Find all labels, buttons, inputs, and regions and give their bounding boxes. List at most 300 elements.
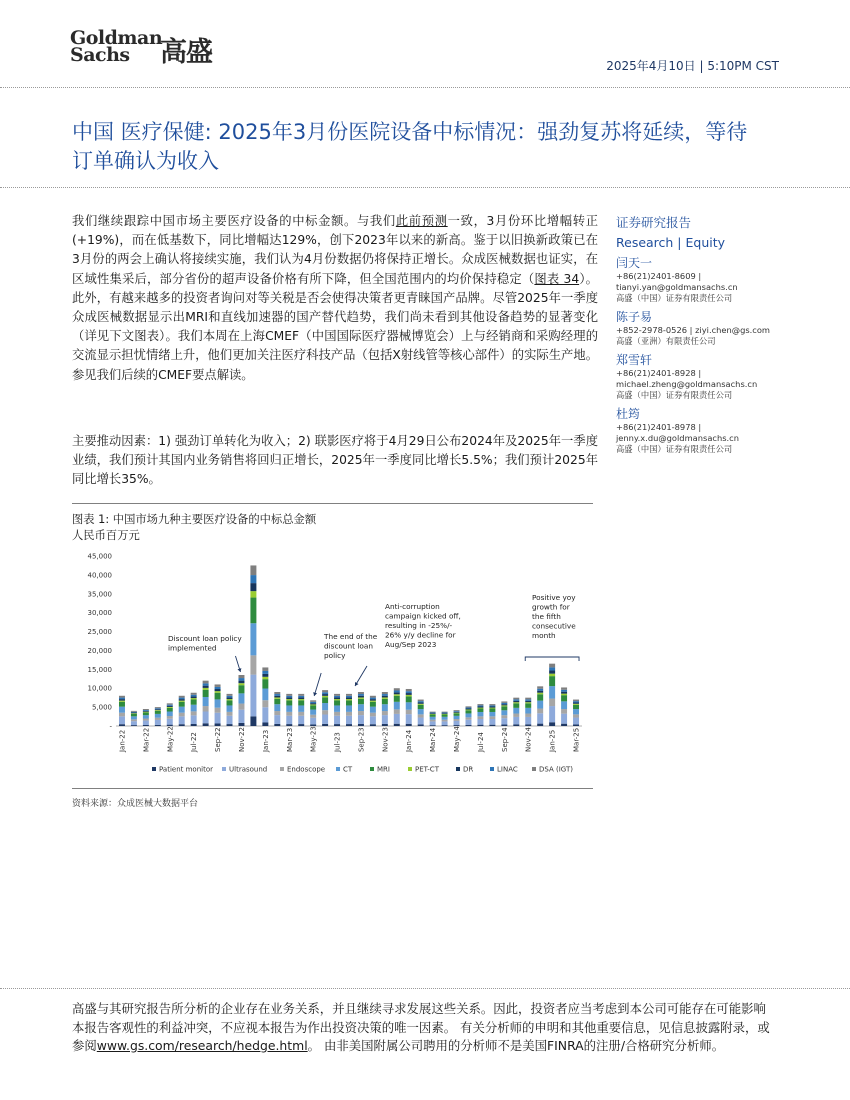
bar-segment <box>394 709 400 714</box>
bar-segment <box>322 694 328 696</box>
bar-segment <box>215 708 221 713</box>
bar-segment <box>418 701 424 702</box>
bar-segment <box>394 688 400 690</box>
y-tick-label: 10,000 <box>87 684 112 693</box>
annotation-text: Positive yoy <box>532 593 576 602</box>
bar-segment <box>418 724 424 726</box>
bar-segment <box>573 709 579 714</box>
bar-segment <box>119 696 125 698</box>
bar-segment <box>430 713 436 714</box>
bar-segment <box>286 724 292 726</box>
bar-segment <box>525 724 531 726</box>
bar-segment <box>167 716 173 719</box>
bar-segment <box>513 698 519 700</box>
body-paragraph-1 <box>72 212 598 385</box>
bar-segment <box>358 704 364 711</box>
bar-segment <box>513 724 519 726</box>
bar-segment <box>513 708 519 714</box>
y-tick-label: 45,000 <box>87 552 112 561</box>
figure-title: 图表 1: 中国市场九种主要医疗设备的中标总金额 <box>72 513 317 526</box>
bar-segment <box>346 724 352 726</box>
bar-segment <box>250 716 256 726</box>
bar-segment <box>334 694 340 696</box>
bar-segment <box>203 697 209 706</box>
y-tick-label: 25,000 <box>87 628 112 637</box>
bar-segment <box>537 686 543 688</box>
bar-segment <box>573 705 579 709</box>
bar-segment <box>131 713 137 714</box>
bar-segment <box>262 722 268 726</box>
bar-segment <box>119 699 125 701</box>
logo-line2: Sachs <box>70 44 130 66</box>
bar-segment <box>537 724 543 726</box>
previous-forecast-link[interactable]: 此前预测 <box>395 214 448 228</box>
bar-segment <box>382 715 388 724</box>
bar-segment <box>477 725 483 726</box>
bar-segment <box>215 724 221 726</box>
bar-segment <box>310 710 316 715</box>
bar-segment <box>442 714 448 715</box>
annotation-bracket <box>525 657 579 661</box>
bar-segment <box>334 716 340 724</box>
bar-segment <box>250 565 256 575</box>
bar-segment <box>501 710 507 715</box>
x-tick-label: Sep-24 <box>500 727 509 752</box>
bar-segment <box>418 705 424 709</box>
bar-segment <box>394 690 400 692</box>
bar-segment <box>274 694 280 696</box>
bar-segment <box>430 713 436 714</box>
bar-segment <box>549 674 555 676</box>
bar-segment <box>549 671 555 674</box>
bar-segment <box>406 693 412 695</box>
bar-segment <box>358 694 364 696</box>
bar-segment <box>179 698 185 700</box>
bar-segment <box>191 695 197 697</box>
bar-segment <box>167 705 173 706</box>
x-axis <box>118 726 580 753</box>
bar-segment <box>119 698 125 700</box>
report-date: 2025年4月10日 | 5:10PM CST <box>606 59 779 73</box>
bar-segment <box>143 711 149 712</box>
bar-segment <box>442 713 448 714</box>
bar-segment <box>238 704 244 710</box>
bar-segment <box>394 694 400 696</box>
bar-segment <box>477 708 483 709</box>
bar-segment <box>466 717 472 719</box>
bar-segment <box>298 700 304 705</box>
bar-segment <box>561 695 567 701</box>
x-tick-label: Mar-25 <box>572 727 581 752</box>
analyst-firm: 高盛（中国）证券有限责任公司 <box>616 390 733 400</box>
bar-segment <box>286 699 292 700</box>
legend-swatch <box>336 767 340 771</box>
figure-source: 资料来源：众成医械大数据平台 <box>72 799 199 809</box>
bar-segment <box>466 720 472 725</box>
bar-segment <box>250 598 256 624</box>
legend-swatch <box>280 767 284 771</box>
bar-segment <box>167 725 173 726</box>
bar-segment <box>537 693 543 695</box>
bar-segment <box>119 716 125 724</box>
bar-segment <box>203 683 209 685</box>
bar-segment <box>549 676 555 686</box>
bar-segment <box>262 689 268 701</box>
bar-segment <box>155 708 161 709</box>
bar-segment <box>394 702 400 710</box>
bar-segment <box>454 710 460 711</box>
bar-segment <box>370 707 376 713</box>
x-tick-label: Jan-25 <box>548 729 557 752</box>
bar-segment <box>442 725 448 726</box>
bar-segment <box>155 725 161 726</box>
bar-segment <box>382 704 388 711</box>
bar-segment <box>382 711 388 715</box>
bar-segment <box>525 699 531 700</box>
annotation-text: Discount loan policy <box>168 634 242 643</box>
logo-chinese: 高盛 <box>160 37 212 68</box>
figure-unit: 人民币百万元 <box>72 529 140 542</box>
gs-hedge-link[interactable]: www.gs.com/research/hedge.html <box>96 1038 308 1053</box>
bar-segment <box>454 713 460 716</box>
bar-segment <box>215 699 221 707</box>
bar-segment <box>358 711 364 715</box>
bar-segment <box>322 703 328 710</box>
x-tick-label: May-22 <box>166 726 175 752</box>
bar-segment <box>430 717 436 720</box>
bar-segment <box>346 699 352 700</box>
bar-segment <box>298 697 304 699</box>
bar-segment <box>418 709 424 714</box>
analyst-phone: +86(21)2401-8609 | <box>616 271 702 281</box>
bar-segment <box>143 715 149 718</box>
bar-segment <box>179 707 185 713</box>
legend-label: Patient monitor <box>159 765 213 774</box>
sidebar <box>616 213 796 455</box>
bar-segment <box>334 699 340 700</box>
bar-segment <box>358 715 364 724</box>
bar-segment <box>454 719 460 721</box>
bar-segment <box>454 725 460 726</box>
bar-segment <box>334 700 340 705</box>
bar-segment <box>119 707 125 713</box>
bar-segment <box>442 717 448 720</box>
bar-segment <box>203 686 209 688</box>
bar-segment <box>238 723 244 726</box>
bar-segment <box>191 724 197 726</box>
bar-segment <box>358 699 364 704</box>
bar-segment <box>537 689 543 691</box>
bar-segment <box>298 705 304 711</box>
bar-segment <box>334 712 340 716</box>
bar-segment <box>477 719 483 725</box>
legend-label: MRI <box>377 765 390 774</box>
y-tick-label: 30,000 <box>87 609 112 618</box>
y-tick-label: - <box>109 722 112 731</box>
bar-segment <box>549 664 555 668</box>
analyst-email[interactable]: michael.zheng@goldmansachs.cn <box>616 379 758 389</box>
analyst-name: 陈子易 <box>616 310 653 324</box>
bar-segment <box>322 690 328 692</box>
bar-segment <box>454 711 460 712</box>
bar-segment <box>454 716 460 719</box>
bar-segment <box>191 699 197 704</box>
bar-segment <box>382 699 388 704</box>
bar-segment <box>525 701 531 702</box>
bar-segment <box>501 701 507 702</box>
bar-segment <box>250 675 256 717</box>
bar-segment <box>227 724 233 726</box>
bar-segment <box>310 705 316 709</box>
analyst-block <box>616 405 796 455</box>
chart-annotations <box>168 593 579 696</box>
y-tick-label: 15,000 <box>87 665 112 674</box>
bar-segment <box>430 715 436 717</box>
y-tick-label: 35,000 <box>87 590 112 599</box>
bar-segment <box>454 712 460 713</box>
bar-segment <box>119 701 125 702</box>
bar-segment <box>442 721 448 725</box>
legend-label: Ultrasound <box>229 765 268 774</box>
bar-segment <box>286 716 292 724</box>
bar-segment <box>477 716 483 719</box>
bar-segment <box>561 694 567 696</box>
legend-label: Endoscope <box>287 765 326 774</box>
analyst-phone: +86(21)2401-8978 | <box>616 422 702 432</box>
bar-segment <box>430 725 436 726</box>
x-tick-label: Nov-24 <box>524 727 533 752</box>
bar-segment <box>573 704 579 705</box>
figure-top-rule <box>72 503 593 504</box>
x-tick-label: Mar-24 <box>429 727 438 752</box>
bar-segment <box>525 708 531 714</box>
bar-segment <box>227 705 233 711</box>
annotation-arrow <box>355 666 367 686</box>
bar-segment <box>143 719 149 721</box>
bar-segment <box>549 667 555 670</box>
bar-segment <box>310 718 316 725</box>
bar-segment <box>238 678 244 681</box>
bar-segment <box>179 696 185 698</box>
bar-segment <box>203 723 209 726</box>
legend-swatch <box>370 767 374 771</box>
bar-segment <box>250 575 256 583</box>
bar-segment <box>298 724 304 726</box>
bar-segment <box>155 720 161 725</box>
bar-segment <box>167 708 173 712</box>
bar-segment <box>286 705 292 711</box>
bar-segment <box>489 725 495 726</box>
analyst-email[interactable]: jenny.x.du@goldmansachs.cn <box>616 433 740 443</box>
bar-segment <box>143 710 149 711</box>
analyst-firm: 高盛（中国）证券有限责任公司 <box>616 293 733 303</box>
bar-segment <box>274 696 280 698</box>
annotation-text: The end of the <box>324 632 378 641</box>
bar-segment <box>466 713 472 717</box>
bar-segment <box>561 724 567 726</box>
annotation-text: the fifth <box>532 612 561 621</box>
bar-segment <box>191 705 197 712</box>
bar-segment <box>310 700 316 702</box>
bar-segment <box>131 725 137 726</box>
bar-segment <box>561 701 567 709</box>
bar-segment <box>346 700 352 705</box>
bar-segment <box>573 702 579 703</box>
bar-segment <box>262 700 268 707</box>
bar-segment <box>262 667 268 671</box>
bar-segment <box>525 702 531 703</box>
tender-amount-chart <box>72 542 594 784</box>
bar-segment <box>525 703 531 708</box>
bar-segment <box>167 707 173 708</box>
bar-segment <box>573 714 579 717</box>
bar-segment <box>406 724 412 726</box>
analyst-firm: 高盛（亚洲）有限责任公司 <box>616 336 716 346</box>
legend-label: LINAC <box>497 765 518 774</box>
bar-segment <box>370 698 376 700</box>
bar-segment <box>406 691 412 693</box>
bar-segment <box>286 694 292 696</box>
bar-segment <box>286 700 292 705</box>
bar-segment <box>501 704 507 705</box>
bar-segment <box>179 716 185 724</box>
bar-segment <box>346 694 352 696</box>
y-tick-label: 20,000 <box>87 646 112 655</box>
bar-segment <box>346 697 352 699</box>
bar-segment <box>215 687 221 689</box>
bar-segment <box>370 702 376 707</box>
bar-segment <box>418 714 424 717</box>
goldman-sachs-logo <box>70 27 163 66</box>
bar-segment <box>466 706 472 707</box>
bar-segment <box>298 699 304 700</box>
bar-segment <box>489 708 495 709</box>
annotation-text: resulting in -25%/- <box>385 621 453 630</box>
bar-segment <box>191 696 197 698</box>
bar-segment <box>430 720 436 722</box>
bar-segment <box>358 697 364 698</box>
bar-segment <box>561 709 567 714</box>
x-tick-label: Jul-22 <box>190 732 199 752</box>
bar-segment <box>346 712 352 716</box>
legend-swatch <box>456 767 460 771</box>
x-tick-label: Jan-24 <box>405 729 414 752</box>
bar-segment <box>501 706 507 710</box>
disclaimer-text-b: 。 由非美国附属公司聘用的分析师不是美国FINRA的注册/合格研究分析师。 <box>307 1038 725 1053</box>
bar-segment <box>537 713 543 723</box>
disclaimer-text-a: 高盛与其研究报告所分析的企业存在业务关系，并且继续寻求发展这些关系。因此，投资者应当考虑到本公司可能存在可能影响本报告客观性的利益冲突，不应视本报告为作出投资决策的唯一因素。 有关分析师的申明和其他重要信息，见信息披露附录，或参阅 <box>72 1001 770 1053</box>
bar-segment <box>215 713 221 724</box>
bar-segment <box>466 708 472 709</box>
footer-divider <box>0 988 850 989</box>
bar-segment <box>370 696 376 698</box>
bar-segment <box>561 690 567 692</box>
bar-segment <box>561 687 567 689</box>
bar-segment <box>513 701 519 702</box>
page-title: 中国 医疗保健: 2025年3月份医院设备中标情况：强劲复苏将延续，等待订单确认为收入 <box>72 120 748 173</box>
bar-segment <box>310 724 316 726</box>
bar-segment <box>489 716 495 719</box>
bar-segment <box>131 719 137 721</box>
bar-segment <box>250 655 256 674</box>
annotation-text: growth for <box>532 602 570 612</box>
analyst-phone-email[interactable]: +852-2978-0526 | ziyi.chen@gs.com <box>616 325 771 335</box>
bar-segment <box>286 697 292 699</box>
bar-segment <box>489 719 495 725</box>
header-divider <box>0 87 850 88</box>
bar-segment <box>227 697 233 699</box>
bar-segment <box>334 697 340 699</box>
bar-segment <box>131 711 137 712</box>
bar-segment <box>298 712 304 716</box>
bar-segment <box>131 714 137 716</box>
bar-segment <box>179 724 185 726</box>
figure-bottom-rule <box>72 788 593 789</box>
bar-segment <box>238 693 244 703</box>
bar-segment <box>191 711 197 715</box>
bar-segment <box>477 705 483 706</box>
bar-segment <box>322 696 328 697</box>
bar-segment <box>382 694 388 696</box>
bar-segment <box>358 724 364 726</box>
bar-segment <box>215 691 221 693</box>
bar-segment <box>394 692 400 694</box>
bar-segment <box>394 724 400 726</box>
bar-segment <box>513 717 519 724</box>
bar-segment <box>191 715 197 724</box>
annotation-text: consecutive <box>532 621 576 631</box>
bar-segment <box>394 696 400 702</box>
bar-segment <box>215 684 221 686</box>
analyst-name: 杜筠 <box>616 407 641 421</box>
bar-segment <box>418 700 424 702</box>
bar-segment <box>442 720 448 722</box>
bar-segment <box>537 709 543 714</box>
sidebar-heading: 证券研究报告 <box>616 215 692 230</box>
annotation-text: policy <box>324 651 346 660</box>
bar-segment <box>227 696 233 698</box>
bar-segment <box>215 693 221 700</box>
exhibit-34-link[interactable]: 图表 34 <box>534 271 580 286</box>
bar-segment <box>537 701 543 709</box>
bar-segment <box>227 700 233 705</box>
sidebar-subheading: Research | Equity <box>616 235 726 250</box>
bar-segment <box>477 704 483 705</box>
bar-segment <box>430 712 436 713</box>
bar-segment <box>203 681 209 684</box>
bar-segment <box>203 688 209 690</box>
bar-segment <box>143 721 149 725</box>
bar-segment <box>334 705 340 711</box>
bar-segment <box>167 706 173 707</box>
bar-segment <box>418 718 424 725</box>
bar-segment <box>501 725 507 726</box>
analyst-firm: 高盛（中国）证券有限责任公司 <box>616 444 733 454</box>
bar-segment <box>250 591 256 597</box>
bar-segment <box>466 710 472 713</box>
bar-segment <box>382 696 388 698</box>
chart-legend <box>152 766 573 774</box>
annotation-text: month <box>532 631 556 640</box>
bar-segment <box>262 679 268 688</box>
bar-segment <box>119 713 125 717</box>
analyst-email[interactable]: tianyi.yan@goldmansachs.cn <box>616 282 738 292</box>
bar-segment <box>310 704 316 705</box>
bar-segment <box>262 707 268 722</box>
bar-segment <box>358 692 364 694</box>
bar-segment <box>334 696 340 698</box>
legend-label: CT <box>343 765 353 774</box>
